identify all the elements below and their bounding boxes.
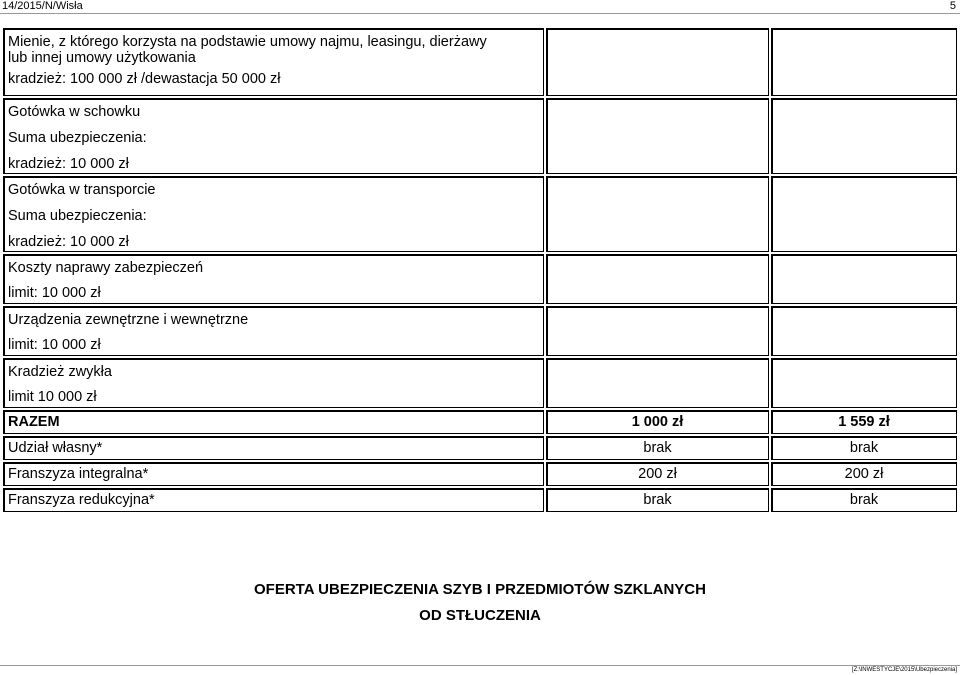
summary-row-total (3, 410, 957, 434)
empty-cell (771, 98, 957, 174)
summary-value: 200 zł (844, 466, 884, 482)
table-row (3, 358, 957, 408)
summary-value: brak (849, 492, 879, 508)
coverage-line: Kradzież zwykła (8, 364, 112, 380)
summary-label-cell (3, 488, 544, 512)
coverage-line: limit: 10 000 zł (8, 285, 101, 301)
summary-value: 200 zł (638, 466, 677, 482)
coverage-line: Gotówka w transporcie (8, 182, 156, 198)
footer-path: [Z:\INWESTYCJE\2015\Ubezpieczenia] (851, 667, 957, 673)
footer-divider (0, 665, 960, 666)
coverage-cell (3, 254, 544, 304)
table-row (3, 306, 957, 356)
summary-value-cell (546, 410, 769, 434)
coverage-cell (3, 306, 544, 356)
summary-row-deductible (3, 436, 957, 460)
summary-label-cell (3, 436, 544, 460)
summary-value: brak (849, 440, 879, 456)
empty-cell (771, 28, 957, 96)
summary-label: RAZEM (8, 414, 60, 430)
summary-value-cell (546, 488, 769, 512)
coverage-line: Gotówka w schowku (8, 104, 141, 120)
coverage-cell (3, 28, 544, 96)
empty-cell (771, 254, 957, 304)
page-number: 5 (949, 0, 956, 12)
coverage-table (3, 28, 957, 512)
table-row (3, 98, 957, 174)
summary-label-cell (3, 410, 544, 434)
coverage-line: Suma ubezpieczenia: (8, 208, 147, 224)
section-title-continued: OD STŁUCZENIA (419, 607, 541, 624)
empty-cell (771, 176, 957, 252)
summary-row-reducing-franchise (3, 488, 957, 512)
summary-value-cell (546, 436, 769, 460)
summary-value: brak (643, 440, 672, 456)
empty-cell (546, 306, 769, 356)
empty-cell (546, 28, 769, 96)
table-row (3, 254, 957, 304)
coverage-line: kradzież: 10 000 zł (8, 234, 129, 250)
coverage-line: kradzież: 100 000 zł /dewastacja 50 000 zł (8, 71, 281, 87)
summary-value: 1 559 zł (838, 414, 890, 430)
coverage-line: limit: 10 000 zł (8, 337, 101, 353)
coverage-line: limit 10 000 zł (8, 389, 97, 405)
empty-cell (546, 358, 769, 408)
coverage-line: Mienie, z którego korzysta na podstawie umowy najmu, leasingu, dierżawy (8, 34, 487, 50)
empty-cell (546, 98, 769, 174)
section-title: OFERTA UBEZPIECZENIA SZYB I PRZEDMIOTÓW SZKLANYCH (254, 581, 706, 598)
summary-value-cell (771, 462, 957, 486)
summary-value-cell (771, 410, 957, 434)
summary-value: brak (643, 492, 672, 508)
empty-cell (546, 176, 769, 252)
coverage-line: lub innej umowy użytkowania (8, 50, 196, 66)
summary-value-cell (771, 488, 957, 512)
empty-cell (546, 254, 769, 304)
page-header (0, 0, 960, 14)
empty-cell (771, 306, 957, 356)
document-reference: 14/2015/N/Wisła (2, 0, 83, 12)
summary-label-cell (3, 462, 544, 486)
empty-cell (771, 358, 957, 408)
coverage-line: Urządzenia zewnętrzne i wewnętrzne (8, 312, 249, 328)
coverage-cell (3, 98, 544, 174)
table-row (3, 176, 957, 252)
summary-value-cell (546, 462, 769, 486)
summary-label: Franszyza integralna* (8, 466, 149, 482)
summary-value-cell (771, 436, 957, 460)
coverage-line: Suma ubezpieczenia: (8, 130, 147, 146)
coverage-cell (3, 176, 544, 252)
summary-value: 1 000 zł (631, 414, 684, 430)
summary-row-integral-franchise (3, 462, 957, 486)
coverage-cell (3, 358, 544, 408)
coverage-line: Koszty naprawy zabezpieczeń (8, 260, 204, 276)
coverage-line: kradzież: 10 000 zł (8, 156, 129, 172)
summary-label: Franszyza redukcyjna* (8, 492, 155, 508)
table-row (3, 28, 957, 96)
summary-label: Udział własny* (8, 440, 103, 456)
